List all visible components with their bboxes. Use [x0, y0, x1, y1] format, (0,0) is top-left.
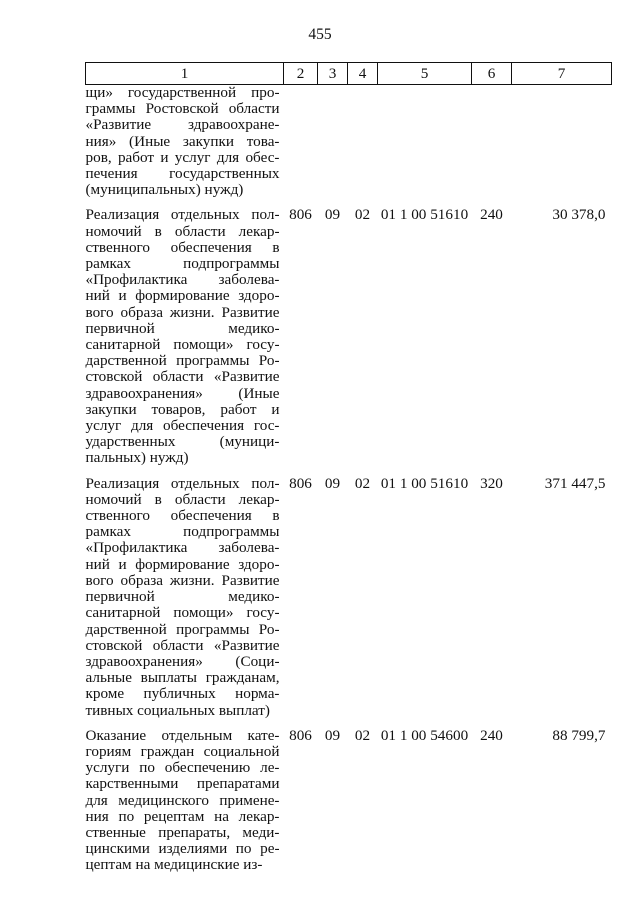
- description-line: «Развитие здравоохране-: [85, 116, 280, 134]
- row-subsection-code: 02: [354, 726, 371, 744]
- description-line: пальных) нужд): [85, 449, 189, 467]
- description-line: номочий в области лекар-: [85, 490, 280, 508]
- row-ministry-code: [284, 85, 318, 199]
- description-line: щи» государственной про-: [85, 84, 280, 101]
- description-line: альные выплаты гражданам,: [85, 669, 280, 687]
- description-line: ния» (Иные закупки това-: [85, 132, 280, 150]
- description-line: «Профилактика заболева-: [85, 539, 280, 557]
- header-col-2: 2: [284, 63, 318, 85]
- header-row: [86, 63, 612, 85]
- description-line: гориям граждан социальной: [85, 742, 280, 760]
- row-target-article: 01 1 00 51610: [380, 206, 469, 224]
- row-expense-type: 240: [480, 726, 503, 744]
- table-row: [86, 719, 612, 874]
- row-description: [86, 719, 284, 874]
- description-line: стовской области «Развитие: [85, 368, 280, 386]
- row-expense-type: [472, 85, 512, 199]
- row-amount: [512, 85, 612, 199]
- row-ministry-code: 806: [289, 206, 312, 224]
- description-line: цинскими изделиями по ре-: [85, 840, 280, 858]
- header-col-5: 5: [378, 63, 472, 85]
- description-line: санитарной помощи» госу-: [85, 604, 280, 622]
- description-line: Реализация отдельных пол-: [85, 474, 280, 492]
- header-col-1: 1: [86, 63, 284, 85]
- budget-table: [85, 62, 612, 874]
- description-line: ний и формирование здоро-: [85, 287, 280, 305]
- row-description: [86, 85, 284, 199]
- description-line: первичной медико-: [85, 319, 280, 337]
- description-line: граммы Ростовской области: [85, 100, 280, 118]
- description-line: вого образа жизни. Развитие: [85, 571, 280, 589]
- row-subsection-code: [348, 85, 378, 199]
- row-section-code: 09: [324, 726, 341, 744]
- row-ministry-code: 806: [289, 726, 312, 744]
- description-line: Оказание отдельным кате-: [85, 726, 280, 744]
- description-line: Реализация отдельных пол-: [85, 206, 280, 224]
- row-expense-type: 320: [480, 474, 503, 492]
- row-description: [86, 467, 284, 719]
- description-line: услуги по обеспечению ле-: [85, 759, 280, 777]
- row-amount: 371 447,5: [544, 474, 606, 492]
- row-section-code: [318, 85, 348, 199]
- row-amount: 30 378,0: [552, 206, 606, 224]
- description-line: номочий в области лекар-: [85, 222, 280, 240]
- description-line: тивных социальных выплат): [85, 701, 270, 719]
- description-line: здравоохранения» (Иные: [85, 384, 280, 402]
- description-line: закупки товаров, работ и: [85, 400, 280, 418]
- description-line: рамках подпрограммы: [85, 523, 280, 541]
- header-col-4: 4: [348, 63, 378, 85]
- description-line: для медицинского примене-: [85, 791, 280, 809]
- row-subsection-code: 02: [354, 206, 371, 224]
- description-line: ственного обеспечения в: [85, 507, 280, 525]
- description-line: ственные препараты, меди-: [85, 823, 280, 841]
- description-line: кроме публичных норма-: [85, 685, 280, 703]
- description-line: ударственных (муници-: [85, 433, 280, 451]
- row-section-code: 09: [324, 206, 341, 224]
- header-col-3: 3: [318, 63, 348, 85]
- description-line: рамках подпрограммы: [85, 255, 280, 273]
- row-description: [86, 198, 284, 466]
- row-target-article: 01 1 00 54600: [380, 726, 469, 744]
- header-col-7: 7: [512, 63, 612, 85]
- description-line: ний и формирование здоро-: [85, 555, 280, 573]
- row-ministry-code: 806: [289, 474, 312, 492]
- table-row: [86, 198, 612, 466]
- description-line: санитарной помощи» госу-: [85, 336, 280, 354]
- description-line: ственного обеспечения в: [85, 238, 280, 256]
- row-amount: 88 799,7: [552, 726, 606, 744]
- description-line: дарственной программы Ро-: [85, 620, 280, 638]
- page-number: 455: [308, 26, 332, 43]
- header-col-6: 6: [472, 63, 512, 85]
- description-line: печения государственных: [85, 165, 280, 183]
- description-line: услуг для обеспечения гос-: [85, 417, 280, 435]
- description-line: стовской области «Развитие: [85, 636, 280, 654]
- description-line: ров, работ и услуг для обес-: [85, 148, 280, 166]
- table-header: [86, 63, 612, 85]
- description-line: карственными препаратами: [85, 775, 280, 793]
- description-line: первичной медико-: [85, 588, 280, 606]
- row-target-article: 01 1 00 51610: [380, 474, 469, 492]
- description-line: вого образа жизни. Развитие: [85, 303, 280, 321]
- description-line: цептам на медицинские из-: [85, 856, 263, 874]
- table-body: [86, 85, 612, 874]
- description-line: здравоохранения» (Соци-: [85, 652, 280, 670]
- description-line: ния по рецептам на лекар-: [85, 807, 280, 825]
- description-line: (муниципальных) нужд): [85, 181, 244, 199]
- row-section-code: 09: [324, 474, 341, 492]
- description-line: «Профилактика заболева-: [85, 271, 280, 289]
- row-target-article: [378, 85, 472, 199]
- description-line: дарственной программы Ро-: [85, 352, 280, 370]
- table-row: [86, 467, 612, 719]
- row-subsection-code: 02: [354, 474, 371, 492]
- row-expense-type: 240: [480, 206, 503, 224]
- table-row: [86, 85, 612, 199]
